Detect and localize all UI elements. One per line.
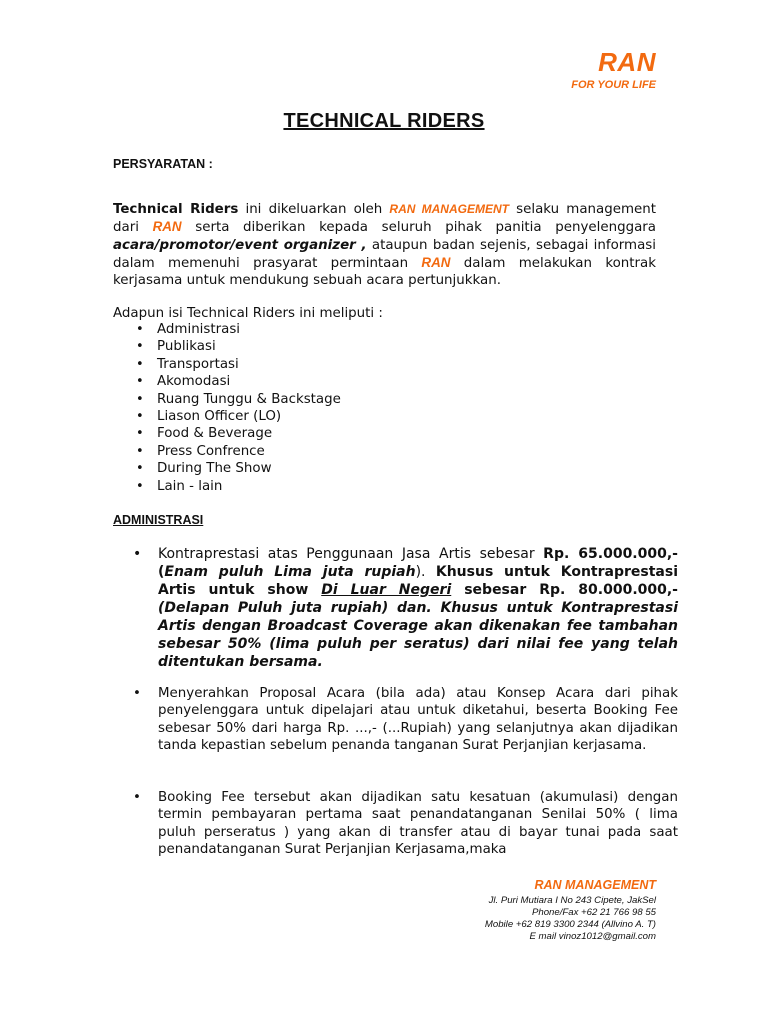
text-span: ( <box>158 564 165 580</box>
bullet-icon: • <box>133 546 142 562</box>
bullet-icon: • <box>136 426 144 442</box>
bullet-icon: • <box>136 443 144 459</box>
text-span: ataupun badan sejenis, sebagai informasi dalam memenuhi prasyarat permintaan <box>113 237 656 271</box>
footer-company-name: RAN MANAGEMENT <box>534 878 656 892</box>
list-item-label: Akomodasi <box>157 374 231 390</box>
text-span: selaku management dari <box>113 202 656 236</box>
list-item-label: Ruang Tunggu & Backstage <box>157 391 341 407</box>
text-span: Kontraprestasi atas Penggunaan Jasa Artis sebesar <box>158 546 544 562</box>
ran-management-mark: RAN MANAGEMENT <box>389 202 509 216</box>
brand-tagline: FOR YOUR LIFE <box>571 79 656 91</box>
section-label-administrasi: ADMINISTRASI <box>113 513 204 527</box>
list-item <box>113 373 341 390</box>
text-span: Khusus untuk Kontraprestasi Artis untuk show <box>158 564 678 598</box>
list-item <box>113 478 341 495</box>
bullet-icon: • <box>136 461 144 477</box>
list-item <box>113 391 341 408</box>
list-item <box>113 460 341 477</box>
brand-logo <box>571 48 656 91</box>
text-span: Booking Fee tersebut akan dijadikan satu kesatuan (akumulasi) dengan termin pembayaran pertama saat penandatanganan Senilai 50% ( lima puluh perseratus ) yang akan di transfer atau di bayar tunai pada saat penandatanganan Surat Perjanjian Kerjasama,maka <box>158 790 678 857</box>
footer-email: E mail vinoz1012@gmail.com <box>529 931 656 942</box>
ran-mark: RAN <box>421 254 451 270</box>
list-item-label: Lain - lain <box>157 478 223 494</box>
bullet-icon: • <box>133 686 141 701</box>
text-span: serta diberikan kepada seluruh pihak panitia penyelenggara <box>181 220 656 236</box>
list-item-label: Liason Officer (LO) <box>157 408 282 424</box>
list-item-label: Administrasi <box>157 322 241 337</box>
footer-address: Jl. Puri Mutiara I No 243 Cipete, JakSel <box>488 895 656 906</box>
term-luar-negeri: Di Luar Negeri <box>321 582 452 598</box>
bullet-icon: • <box>136 356 144 372</box>
list-item <box>113 425 341 442</box>
brand-name: RAN <box>598 47 656 77</box>
list-item-label: Transportasi <box>157 356 239 372</box>
bullet-icon: • <box>133 790 141 805</box>
list-item-label: Publikasi <box>157 339 216 355</box>
ran-mark: RAN <box>152 219 182 235</box>
footer-mobile: Mobile +62 819 3300 2344 (Allvino A. T) <box>484 919 656 930</box>
text-span: dalam melakukan kontrak kerjasama untuk mendukung sebuah acara pertunjukkan. <box>113 255 656 289</box>
contents-list <box>113 321 341 495</box>
list-item <box>113 408 341 425</box>
list-item <box>113 338 341 355</box>
fee-words: Enam puluh Lima juta rupiah <box>164 564 416 580</box>
section-label-persyaratan: PERSYARATAN : <box>113 157 213 171</box>
bullet-icon: • <box>136 478 144 494</box>
list-item-label: During The Show <box>157 461 272 477</box>
list-item <box>113 321 341 338</box>
administrasi-item-proposal <box>133 685 678 754</box>
term-technical-riders: Technical Riders <box>113 202 239 217</box>
persyaratan-paragraph <box>113 201 656 289</box>
text-span: (Delapan Puluh juta rupiah) dan. Khusus untuk Kontraprestasi Artis dengan Broadcast Coverage akan dikenakan fee tambahan sebesar 50% (lima puluh per seratus) dari nilai fee yang telah ditentukan bersama. <box>158 600 678 670</box>
administrasi-item-fee <box>133 545 678 671</box>
list-item <box>113 356 341 373</box>
bullet-icon: • <box>136 322 144 337</box>
page-title: TECHNICAL RIDERS <box>283 110 485 132</box>
text-span: ini dikeluarkan oleh <box>238 202 390 217</box>
fee-amount-abroad: sebesar Rp. 80.000.000,- <box>451 582 678 598</box>
bullet-icon: • <box>136 339 144 355</box>
list-item-label: Food & Beverage <box>157 426 273 442</box>
list-item <box>113 443 341 460</box>
administrasi-item-booking <box>133 789 678 858</box>
text-span: Menyerahkan Proposal Acara (bila ada) atau Konsep Acara dari pihak penyelenggara untuk dipelajari atau untuk diketahui, beserta Booking Fee sebesar 50% dari harga Rp. ...,- (...Rupiah) yang selanjutnya akan dijadikan tanda kepastian sebelum penanda tanganan Surat Perjanjian kerjasama. <box>158 686 678 753</box>
term-organizer: acara/promotor/event organizer , <box>113 237 367 253</box>
footer-phone: Phone/Fax +62 21 766 98 55 <box>531 907 656 918</box>
list-item-label: Press Confrence <box>157 443 265 459</box>
footer-contact <box>485 878 656 943</box>
contents-intro: Adapun isi Technical Riders ini meliputi : <box>113 306 383 321</box>
bullet-icon: • <box>136 391 144 407</box>
bullet-icon: • <box>136 408 144 424</box>
fee-amount: Rp. 65.000.000,- <box>543 546 678 562</box>
bullet-icon: • <box>136 374 144 390</box>
text-span: ). <box>415 564 436 580</box>
